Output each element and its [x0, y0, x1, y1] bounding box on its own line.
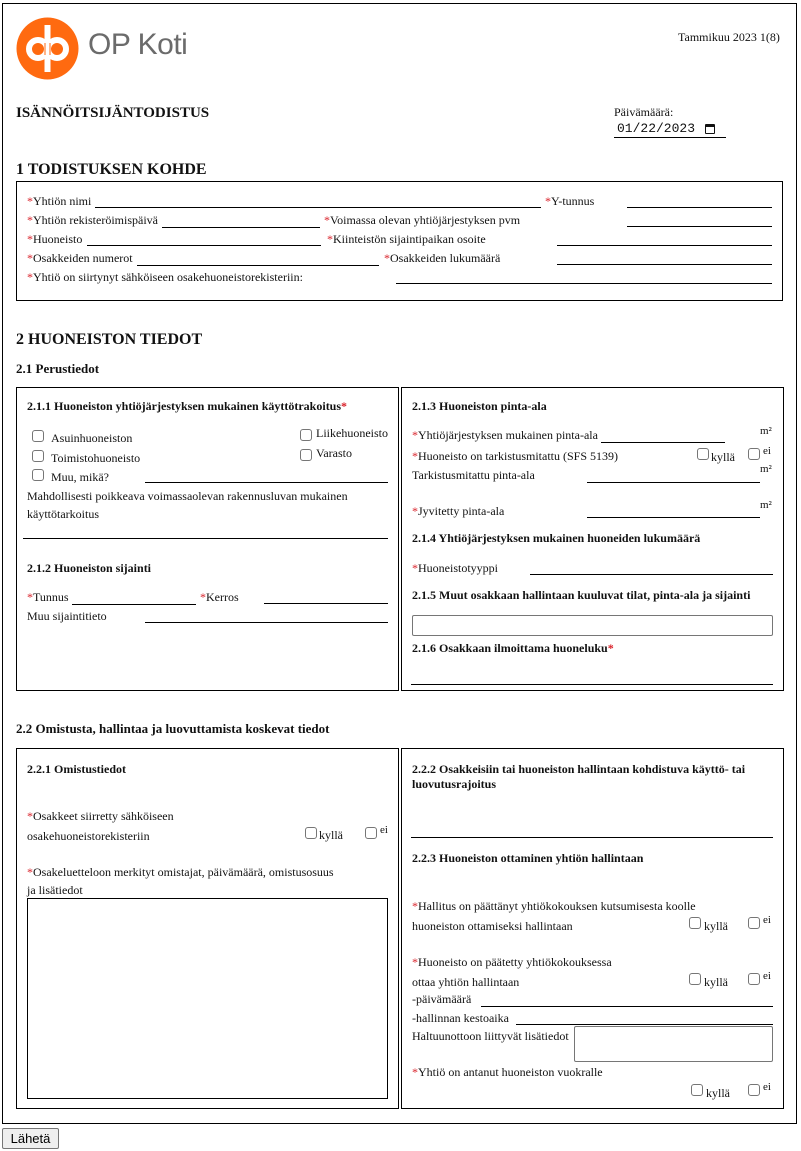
section2-title: 2 HUONEISTON TIEDOT	[16, 331, 203, 348]
input-muu[interactable]	[145, 482, 388, 483]
input-jyvitetty[interactable]	[587, 517, 760, 518]
label-kestoaika: -hallinnan kestoaika	[412, 1011, 509, 1025]
unit-m2: m²	[760, 499, 772, 511]
s213-title: 2.1.3 Huoneiston pinta-ala	[412, 399, 547, 413]
label-paatetty: *Huoneisto on päätetty yhtiökokouksessa	[412, 955, 612, 969]
checkbox-muu[interactable]	[32, 469, 44, 481]
label-muu-sijaintitieto: Muu sijaintitieto	[27, 609, 107, 623]
input-kayttorajoitus[interactable]	[411, 837, 773, 838]
checkbox-asuinhuoneisto[interactable]	[32, 430, 44, 442]
input-huoneistotyyppi[interactable]	[530, 574, 773, 575]
label-kylla: kyllä	[319, 828, 343, 842]
label-rekisteroimispaiva: *Yhtiön rekisteröimispäivä	[27, 213, 158, 227]
s212-title: 2.1.2 Huoneiston sijainti	[27, 561, 152, 575]
input-muu-sijaintitieto[interactable]	[145, 622, 388, 623]
input-tarkistus-pinta-ala[interactable]	[587, 482, 760, 483]
s222-title: 2.2.2 Osakkeisiin tai huoneiston hallintaan kohdistuva käyttö- tai	[412, 762, 746, 776]
label-kylla: kyllä	[704, 975, 728, 989]
op-logo	[16, 17, 79, 80]
date-label: Päivämäärä:	[614, 105, 674, 119]
checkbox-paatetty-ei[interactable]	[748, 973, 760, 985]
label-siirtynyt-rekisteriin: *Yhtiö on siirtynyt sähköiseen osakehuoneistorekisteriin:	[27, 270, 303, 284]
date-value: 01/22/2023	[617, 121, 696, 136]
page-info: Tammikuu 2023 1(8)	[678, 30, 780, 44]
label-paivamaara: -päivämäärä	[412, 992, 472, 1006]
checkbox-tarkistusmitattu-ei[interactable]	[748, 448, 760, 460]
op-logo-icon	[16, 17, 79, 80]
label-omistajat: *Osakeluetteloon merkityt omistajat, päivämäärä, omistusosuus	[27, 865, 334, 879]
input-poikkeava-kayttotarkoitus[interactable]	[23, 538, 388, 539]
label-toimistohuoneisto: Toimistohuoneisto	[51, 451, 141, 465]
s223-title: 2.2.3 Huoneiston ottaminen yhtiön hallintaan	[412, 851, 644, 865]
checkbox-hallitus-ei[interactable]	[748, 917, 760, 929]
label-muu: Muu, mikä?	[51, 470, 109, 484]
checkbox-siirretty-kylla[interactable]	[305, 827, 317, 839]
label-hallitus-2: huoneiston ottamiseksi hallintaan	[412, 919, 573, 933]
input-yhtiojarjestys-pvm[interactable]	[627, 226, 772, 227]
label-osakkeiden-lukumaara: *Osakkeiden lukumäärä	[384, 251, 501, 265]
label-tunnus: *Tunnus	[27, 590, 69, 604]
input-osakkeiden-numerot[interactable]	[137, 265, 379, 266]
label-yhtiojarjestys-pvm: *Voimassa olevan yhtiöjärjestyksen pvm	[324, 213, 521, 227]
input-kerros[interactable]	[264, 603, 388, 604]
textarea-omistajat[interactable]	[27, 898, 388, 1099]
label-liikehuoneisto: Liikehuoneisto	[316, 426, 388, 440]
sub22-title: 2.2 Omistusta, hallintaa ja luovuttamista koskevat tiedot	[16, 721, 330, 736]
input-kestoaika[interactable]	[516, 1024, 773, 1025]
document-title: ISÄNNÖITSIJÄNTODISTUS	[16, 105, 210, 121]
input-paivamaara[interactable]	[481, 1006, 773, 1007]
s221-title: 2.2.1 Omistustiedot	[27, 762, 126, 776]
label-yhtion-nimi: *Yhtiön nimi	[27, 194, 92, 208]
label-kylla: kyllä	[711, 450, 735, 464]
label-ei: ei	[763, 914, 771, 926]
label-siirretty-2: osakehuoneistorekisteriin	[27, 829, 150, 843]
checkbox-vuokralle-ei[interactable]	[748, 1084, 760, 1096]
sub21-title: 2.1 Perustiedot	[16, 361, 100, 376]
date-input[interactable]	[614, 120, 726, 138]
label-kylla: kyllä	[706, 1086, 730, 1100]
input-rekisteroimispaiva[interactable]	[162, 227, 320, 228]
note-kayttotarkoitus-2: käyttötarkoitus	[27, 507, 99, 521]
label-ei: ei	[763, 1081, 771, 1093]
textarea-lisatiedot[interactable]	[574, 1026, 773, 1062]
label-varasto: Varasto	[316, 446, 352, 460]
label-jyvitetty: *Jyvitetty pinta-ala	[412, 504, 505, 518]
input-huoneisto[interactable]	[87, 245, 321, 246]
checkbox-varasto[interactable]	[300, 449, 312, 461]
label-yj-pinta-ala: *Yhtiöjärjestyksen mukainen pinta-ala	[412, 428, 598, 442]
s216-title: 2.1.6 Osakkaan ilmoittama huoneluku*	[412, 641, 614, 655]
s215-title: 2.1.5 Muut osakkaan hallintaan kuuluvat tilat, pinta-ala ja sijainti	[412, 588, 751, 602]
label-asuinhuoneisto: Asuinhuoneiston	[51, 431, 133, 445]
note-kayttotarkoitus: Mahdollisesti poikkeava voimassaolevan rakennusluvan mukainen	[27, 489, 348, 503]
s214-title: 2.1.4 Yhtiöjärjestyksen mukainen huoneiden lukumäärä	[412, 531, 701, 545]
input-y-tunnus[interactable]	[627, 207, 772, 208]
label-ei: ei	[763, 445, 771, 457]
checkbox-toimistohuoneisto[interactable]	[32, 450, 44, 462]
checkbox-paatetty-kylla[interactable]	[689, 973, 701, 985]
input-siirtynyt-rekisteriin[interactable]	[396, 283, 772, 284]
label-ei: ei	[380, 824, 388, 836]
input-yhtion-nimi[interactable]	[95, 207, 541, 208]
calendar-icon[interactable]	[705, 124, 715, 134]
input-tunnus[interactable]	[72, 604, 196, 605]
input-huoneluku[interactable]	[411, 684, 773, 685]
label-tarkistus-pinta-ala: Tarkistusmitattu pinta-ala	[412, 468, 535, 482]
label-y-tunnus: *Y-tunnus	[545, 194, 595, 208]
label-kylla: kyllä	[704, 919, 728, 933]
label-hallitus: *Hallitus on päättänyt yhtiökokouksen kutsumisesta koolle	[412, 899, 696, 913]
checkbox-liikehuoneisto[interactable]	[300, 429, 312, 441]
label-vuokralle: *Yhtiö on antanut huoneiston vuokralle	[412, 1065, 603, 1079]
s222-title-2: luovutusrajoitus	[412, 777, 497, 791]
label-kerros: *Kerros	[200, 590, 239, 604]
label-siirretty: *Osakkeet siirretty sähköiseen	[27, 809, 174, 823]
unit-m2: m²	[760, 463, 772, 475]
label-omistajat-2: ja lisätiedot	[27, 883, 83, 897]
label-ei: ei	[763, 970, 771, 982]
label-paatetty-2: ottaa yhtiön hallintaan	[412, 975, 520, 989]
checkbox-siirretty-ei[interactable]	[365, 827, 377, 839]
checkbox-tarkistusmitattu-kylla[interactable]	[697, 448, 709, 460]
checkbox-hallitus-kylla[interactable]	[689, 917, 701, 929]
input-yj-pinta-ala[interactable]	[601, 442, 725, 443]
checkbox-vuokralle-kylla[interactable]	[691, 1084, 703, 1096]
input-osakkeiden-lukumaara[interactable]	[557, 264, 772, 265]
section1-title: 1 TODISTUKSEN KOHDE	[16, 161, 207, 178]
input-kiinteiston-osoite[interactable]	[557, 245, 772, 246]
label-lisatiedot: Haltuunottoon liittyvät lisätiedot	[412, 1029, 569, 1043]
input-muut-tilat[interactable]	[412, 615, 773, 636]
s211-title: 2.1.1 Huoneiston yhtiöjärjestyksen mukainen käyttötrakoitus*	[27, 399, 348, 413]
label-tarkistusmitattu: *Huoneisto on tarkistusmitattu (SFS 5139)	[412, 449, 619, 463]
brand-name: OP Koti	[88, 28, 188, 61]
label-osakkeiden-numerot: *Osakkeiden numerot	[27, 251, 133, 265]
submit-button[interactable]: Lähetä	[2, 1128, 59, 1149]
label-huoneisto: *Huoneisto	[27, 232, 83, 246]
label-kiinteiston-osoite: *Kiinteistön sijaintipaikan osoite	[327, 232, 486, 246]
label-huoneistotyyppi: *Huoneistotyyppi	[412, 561, 498, 575]
unit-m2: m²	[760, 425, 772, 437]
